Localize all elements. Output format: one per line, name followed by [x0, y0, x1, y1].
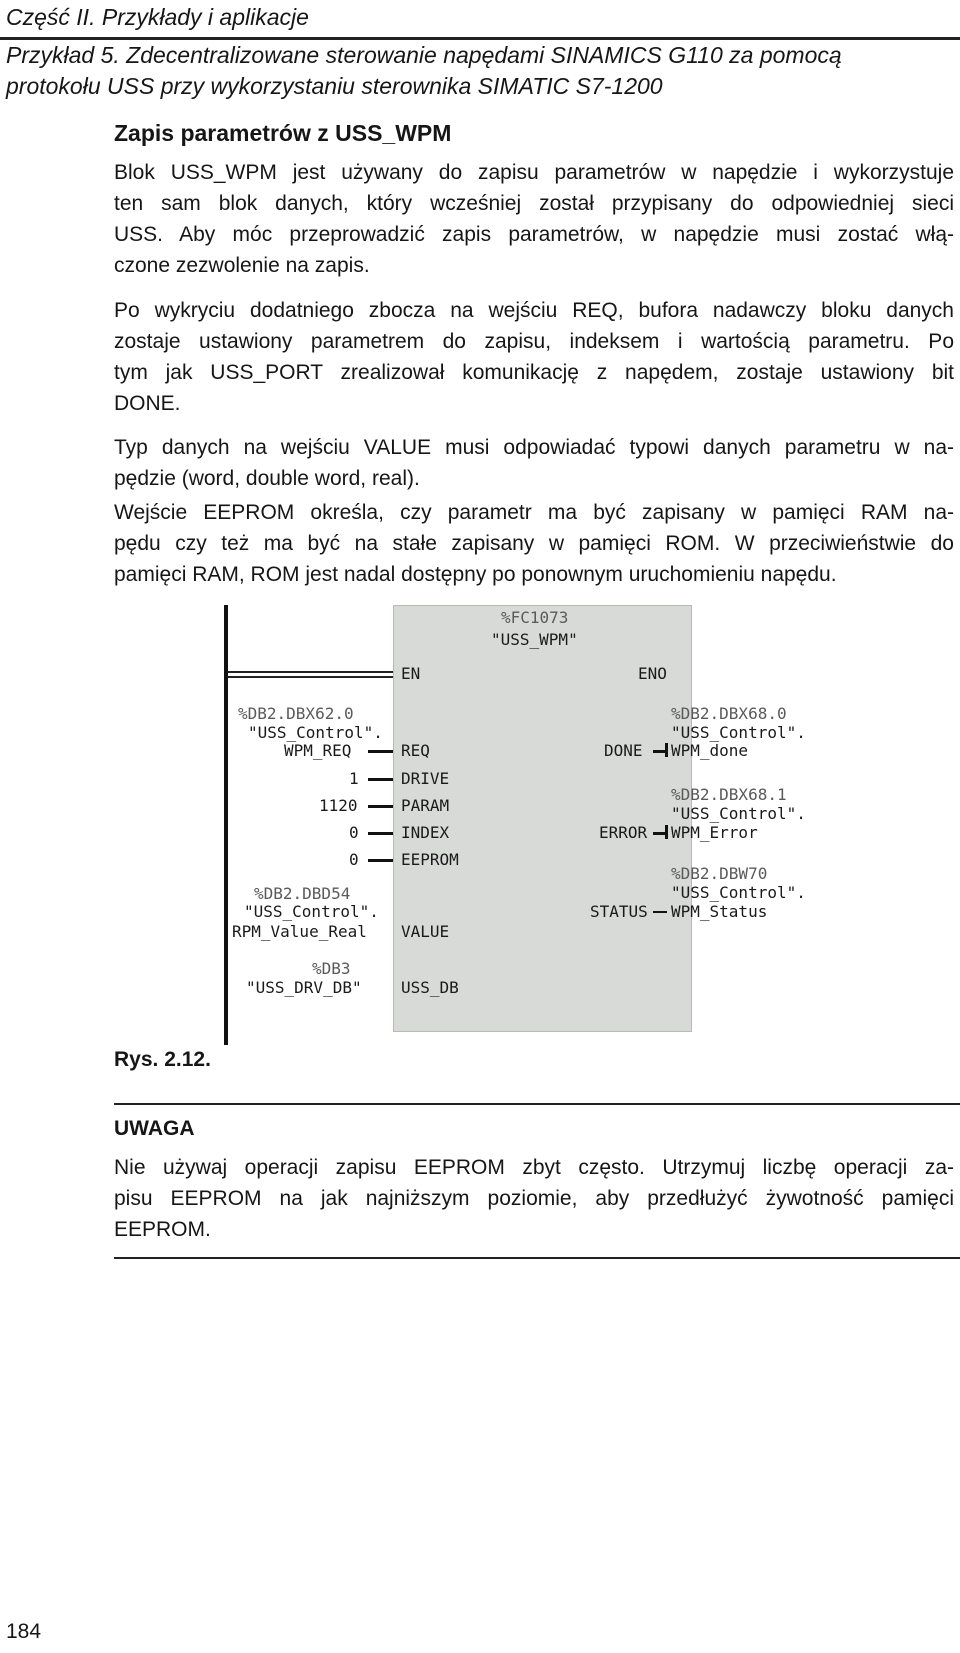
- eeprom-wire: [368, 859, 393, 862]
- ussdb-tag: "USS_DRV_DB": [246, 978, 362, 997]
- paragraph-1: [114, 157, 954, 281]
- paragraph-line: Po wykryciu dodatniego zbocza na wejściu REQ, bufora nadawczy bloku danych: [114, 299, 954, 322]
- pin-done: DONE: [604, 741, 643, 760]
- block-name: "USS_WPM": [491, 630, 578, 649]
- error-wire: [653, 832, 665, 835]
- status-tag-line2: WPM_Status: [671, 902, 768, 921]
- en-wire-bottom: [228, 676, 393, 678]
- paragraph-line: DONE.: [114, 392, 181, 415]
- paragraph-3: [114, 432, 954, 494]
- pin-status: STATUS: [590, 902, 648, 921]
- req-wire: [368, 750, 393, 753]
- paragraph-line: czone zezwolenie na zapis.: [114, 254, 370, 277]
- done-coil: [665, 743, 668, 757]
- done-tag-line2: WPM_done: [671, 741, 749, 760]
- value-tag-line1: "USS_Control".: [244, 902, 379, 921]
- paragraph-2: [114, 295, 954, 419]
- page-number: 184: [6, 1620, 42, 1643]
- index-value: 0: [349, 823, 359, 842]
- drive-value: 1: [349, 769, 359, 788]
- pin-eeprom: EEPROM: [401, 850, 459, 869]
- done-address: %DB2.DBX68.0: [671, 704, 787, 723]
- paragraph-line: Wejście EEPROM określa, czy parametr ma być zapisany w pamięci RAM na-: [114, 501, 954, 524]
- pin-value: VALUE: [401, 922, 450, 941]
- paragraph-4: [114, 497, 954, 590]
- paragraph-line: pędu czy też ma być na stałe zapisany w pamięci ROM. W przeciwieństwie do: [114, 532, 954, 555]
- status-address: %DB2.DBW70: [671, 864, 768, 883]
- figure-caption: Rys. 2.12.: [114, 1048, 211, 1071]
- done-tag-line1: "USS_Control".: [671, 723, 806, 742]
- pin-error: ERROR: [599, 823, 648, 842]
- paragraph-line: zostaje ustawiony parametrem do zapisu, indeksem i wartością parametru. Po: [114, 330, 954, 353]
- note-line: pisu EEPROM na jak najniższym poziomie, aby przedłużyć żywotność pamięci: [114, 1187, 954, 1210]
- note-text: [114, 1152, 954, 1245]
- error-tag-line2: WPM_Error: [671, 823, 758, 842]
- note-line: Nie używaj operacji zapisu EEPROM zbyt często. Utrzymuj liczbę operacji za-: [114, 1156, 954, 1179]
- example-subtitle-line-1: Przykład 5. Zdecentralizowane sterowanie napędami SINAMICS G110 za pomocą: [6, 42, 842, 68]
- pin-req: REQ: [401, 741, 430, 760]
- paragraph-line: USS. Aby móc przeprowadzić zapis parametrów, w napędzie musi zostać włą-: [114, 223, 954, 246]
- ussdb-address: %DB3: [312, 959, 351, 978]
- param-value: 1120: [319, 796, 358, 815]
- note-line: EEPROM.: [114, 1218, 211, 1241]
- pin-drive: DRIVE: [401, 769, 450, 788]
- pin-param: PARAM: [401, 796, 450, 815]
- note-rule-bottom: [114, 1257, 960, 1259]
- section-title: Zapis parametrów z USS_WPM: [114, 120, 452, 146]
- drive-wire: [368, 778, 393, 781]
- req-tag-line1: "USS_Control".: [248, 723, 383, 742]
- example-subtitle-line-2: protokołu USS przy wykorzystaniu sterownika SIMATIC S7-1200: [6, 73, 663, 99]
- value-tag-line2: RPM_Value_Real: [232, 922, 367, 941]
- status-wire: [653, 911, 667, 913]
- example-subtitle: [6, 40, 842, 102]
- pin-en: EN: [401, 664, 421, 683]
- done-wire: [653, 750, 665, 753]
- paragraph-line: Blok USS_WPM jest używany do zapisu parametrów w napędzie i wykorzystuje: [114, 161, 954, 184]
- eeprom-value: 0: [349, 850, 359, 869]
- error-coil: [665, 825, 668, 839]
- note-title: UWAGA: [114, 1117, 195, 1140]
- paragraph-line: pamięci RAM, ROM jest nadal dostępny po ponownym uruchomieniu napędu.: [114, 563, 837, 586]
- pin-uss-db: USS_DB: [401, 978, 459, 997]
- pin-index: INDEX: [401, 823, 450, 842]
- uss-wpm-figure: [220, 605, 806, 1045]
- paragraph-line: ten sam blok danych, który wcześniej został przypisany do odpowiedniej sieci: [114, 192, 954, 215]
- paragraph-line: pędzie (word, double word, real).: [114, 467, 420, 490]
- pin-eno: ENO: [638, 664, 667, 683]
- error-tag-line1: "USS_Control".: [671, 804, 806, 823]
- req-tag-line2: WPM_REQ: [284, 741, 352, 760]
- error-address: %DB2.DBX68.1: [671, 785, 787, 804]
- block-address: %FC1073: [501, 608, 569, 627]
- value-address: %DB2.DBD54: [254, 884, 351, 903]
- paragraph-line: tym jak USS_PORT zrealizował komunikację z napędem, zostaje ustawiony bit: [114, 361, 954, 384]
- status-tag-line1: "USS_Control".: [671, 883, 806, 902]
- index-wire: [368, 832, 393, 835]
- req-address: %DB2.DBX62.0: [238, 704, 354, 723]
- param-wire: [368, 805, 393, 808]
- running-header: Część II. Przykłady i aplikacje: [6, 4, 309, 30]
- paragraph-line: Typ danych na wejściu VALUE musi odpowiadać typowi danych parametru w na-: [114, 436, 954, 459]
- en-wire-top: [228, 671, 393, 673]
- note-rule-top: [114, 1103, 960, 1105]
